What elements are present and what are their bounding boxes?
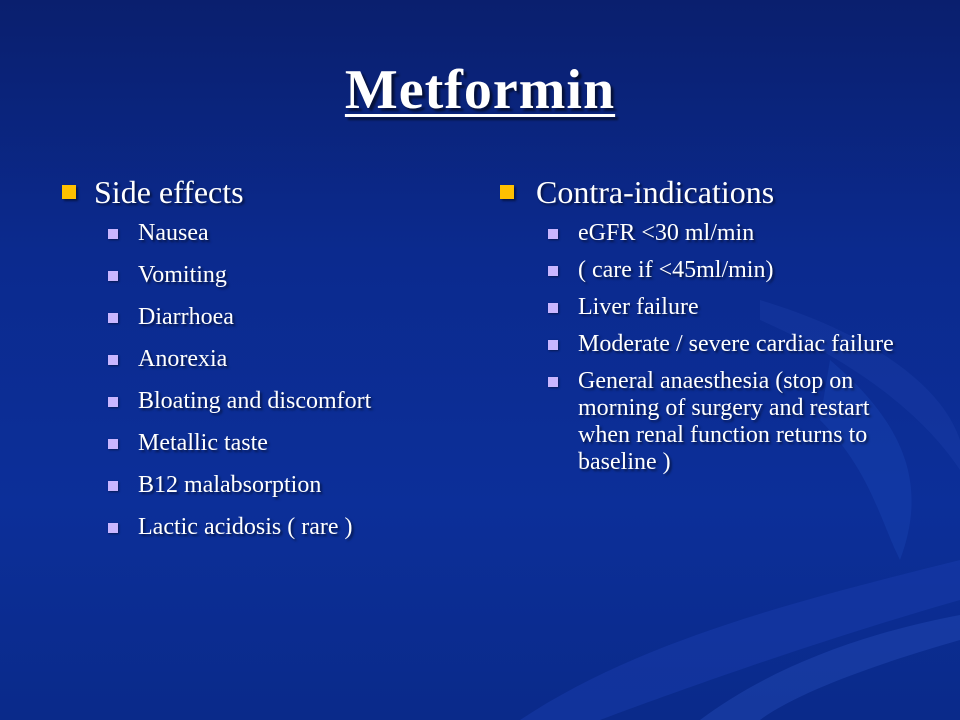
square-bullet-icon xyxy=(548,303,558,313)
list-item-text: General anaesthesia (stop on morning of surgery and restart when renal function returns to baseline ) xyxy=(578,368,870,475)
contra-indications-list xyxy=(498,220,918,476)
list-item xyxy=(60,304,480,331)
list-item xyxy=(498,331,918,358)
square-bullet-icon xyxy=(548,377,558,387)
square-bullet-icon xyxy=(548,340,558,350)
list-item-text: Vomiting xyxy=(138,262,227,288)
square-bullet-icon xyxy=(500,185,514,199)
square-bullet-icon xyxy=(108,439,118,449)
side-effects-list xyxy=(60,220,480,541)
slide-title: Metformin xyxy=(344,59,616,121)
list-item xyxy=(60,514,480,541)
list-item xyxy=(498,257,918,284)
square-bullet-icon xyxy=(108,355,118,365)
square-bullet-icon xyxy=(62,185,76,199)
side-effects-heading xyxy=(60,172,480,212)
list-item-text: Liver failure xyxy=(578,294,699,320)
square-bullet-icon xyxy=(108,229,118,239)
list-item-text: Anorexia xyxy=(138,346,228,372)
list-item xyxy=(498,294,918,321)
list-item xyxy=(60,220,480,247)
side-effects-column xyxy=(60,172,480,556)
square-bullet-icon xyxy=(108,313,118,323)
list-item xyxy=(498,368,918,476)
square-bullet-icon xyxy=(108,397,118,407)
square-bullet-icon xyxy=(108,271,118,281)
contra-indications-heading xyxy=(498,172,918,212)
list-item-text: Moderate / severe cardiac failure xyxy=(578,331,894,357)
list-item xyxy=(60,346,480,373)
list-item xyxy=(60,430,480,457)
list-item xyxy=(60,472,480,499)
square-bullet-icon xyxy=(108,481,118,491)
list-item xyxy=(60,388,480,415)
list-item-text: Diarrhoea xyxy=(138,304,234,330)
contra-indications-heading-text: Contra-indications xyxy=(536,174,775,210)
list-item-text: Bloating and discomfort xyxy=(138,388,372,414)
list-item-text: Nausea xyxy=(138,220,209,246)
side-effects-heading-text: Side effects xyxy=(94,174,244,210)
square-bullet-icon xyxy=(108,523,118,533)
list-item-text: eGFR <30 ml/min xyxy=(578,220,755,246)
list-item xyxy=(498,220,918,247)
square-bullet-icon xyxy=(548,266,558,276)
list-item-text: B12 malabsorption xyxy=(138,472,322,498)
list-item-text: Lactic acidosis ( rare ) xyxy=(138,514,353,540)
list-item-text: Metallic taste xyxy=(138,430,268,456)
contra-indications-column xyxy=(498,172,918,486)
square-bullet-icon xyxy=(548,229,558,239)
list-item xyxy=(60,262,480,289)
list-item-text: ( care if <45ml/min) xyxy=(578,257,774,283)
